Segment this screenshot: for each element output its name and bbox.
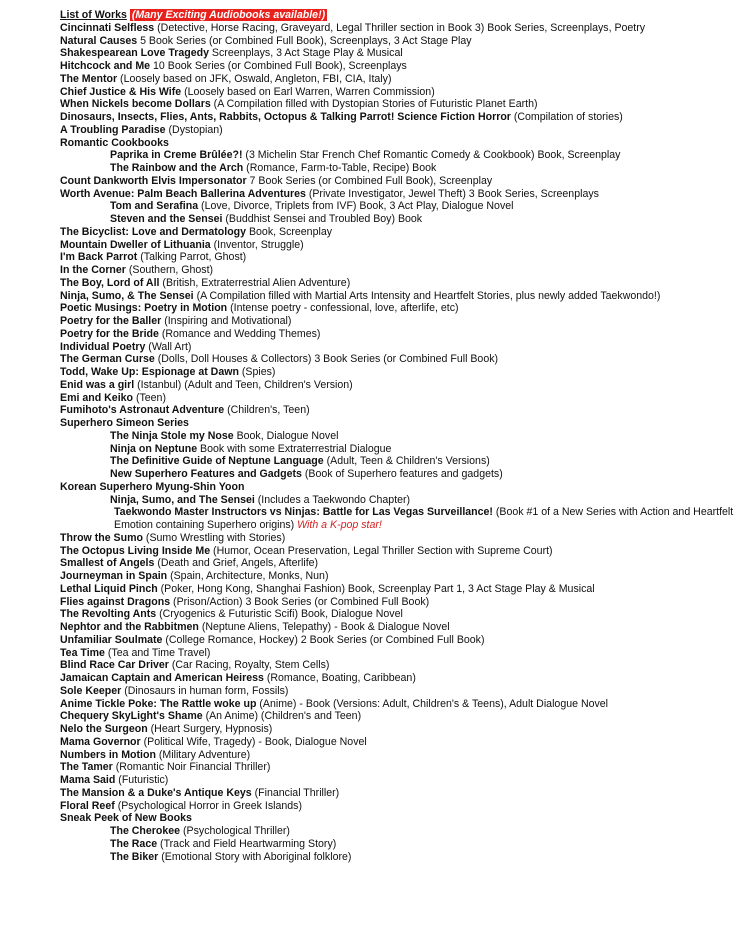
work-description: (Private Investigator, Jewel Theft) 3 Book Series, Screenplays bbox=[305, 187, 599, 200]
list-item bbox=[60, 672, 742, 685]
work-title: Throw the Sumo bbox=[60, 531, 143, 544]
work-title: The German Curse bbox=[60, 353, 155, 366]
work-description: (Istanbul) (Adult and Teen, Children's Version) bbox=[134, 378, 353, 391]
work-title: Mama Said bbox=[60, 774, 116, 786]
work-title: Todd, Wake Up: Espionage at Dawn bbox=[60, 366, 239, 378]
work-title: The Boy, Lord of All bbox=[60, 276, 160, 289]
work-description: (Sumo Wrestling with Stories) bbox=[142, 531, 286, 544]
work-title: Ninja, Sumo, and The Sensei bbox=[110, 493, 255, 506]
list-item bbox=[60, 825, 742, 838]
work-description: (Financial Thriller) bbox=[251, 786, 340, 799]
list-item bbox=[60, 328, 742, 341]
work-description: (British, Extraterrestrial Alien Adventure) bbox=[159, 276, 351, 289]
work-title: The Octopus Living Inside Me bbox=[60, 544, 211, 557]
list-item bbox=[60, 685, 742, 698]
work-description: (Romance and Wedding Themes) bbox=[158, 327, 321, 340]
work-description: (Political Wife, Tragedy) - Book, Dialogue Novel bbox=[140, 735, 367, 748]
work-description: (Emotional Story with Aboriginal folklore) bbox=[158, 850, 352, 863]
list-item bbox=[60, 723, 742, 736]
list-item bbox=[60, 315, 742, 328]
work-description: (Dystopian) bbox=[165, 123, 223, 136]
list-item bbox=[60, 647, 742, 660]
work-description: (Inventor, Struggle) bbox=[210, 238, 304, 251]
work-description: (Adult, Teen & Children's Versions) bbox=[323, 455, 490, 468]
work-title: The Mentor bbox=[60, 72, 118, 85]
work-description: (Book of Superhero features and gadgets) bbox=[301, 468, 503, 480]
work-description: (Book #1 of a New Series with Action and Heartfelt Emotion containing Superhero origins) bbox=[114, 506, 734, 531]
list-item bbox=[60, 404, 742, 417]
work-description: (Neptune Aliens, Telepathy) - Book & Dialogue Novel bbox=[198, 621, 450, 633]
work-title: Korean Superhero Myung-Shin Yoon bbox=[60, 480, 245, 493]
work-title: The Bicyclist: Love and Dermatology bbox=[60, 225, 247, 238]
work-title: Count Dankworth Elvis Impersonator bbox=[60, 174, 247, 187]
list-item bbox=[60, 213, 742, 226]
work-description: (Track and Field Heartwarming Story) bbox=[157, 837, 337, 850]
list-item bbox=[60, 226, 742, 239]
list-item bbox=[60, 200, 742, 213]
work-description: (Anime) - Book (Versions: Adult, Children's & Teens), Adult Dialogue Novel bbox=[256, 697, 609, 710]
list-item bbox=[60, 22, 742, 35]
list-item bbox=[60, 481, 742, 494]
list-item bbox=[60, 417, 742, 430]
list-item bbox=[60, 736, 742, 749]
work-title: The Tamer bbox=[60, 761, 113, 774]
work-title: Worth Avenue: Palm Beach Ballerina Adventures bbox=[60, 187, 306, 200]
work-title: The Definitive Guide of Neptune Language bbox=[110, 455, 324, 468]
work-title: Chief Justice & His Wife bbox=[60, 85, 182, 98]
list-item bbox=[60, 366, 742, 379]
list-item bbox=[60, 838, 742, 851]
work-description: (Love, Divorce, Triplets from IVF) Book, 3 Act Play, Dialogue Novel bbox=[198, 200, 514, 213]
work-title: When Nickels become Dollars bbox=[60, 98, 211, 111]
list-item bbox=[60, 557, 742, 570]
work-title: New Superhero Features and Gadgets bbox=[110, 468, 302, 480]
work-title: Romantic Cookbooks bbox=[60, 136, 169, 149]
list-item bbox=[60, 137, 742, 150]
work-title: Chequery SkyLight's Shame bbox=[60, 710, 203, 723]
list-item bbox=[60, 251, 742, 264]
work-description: (3 Michelin Star French Chef Romantic Comedy & Cookbook) Book, Screenplay bbox=[242, 149, 621, 162]
work-title: Journeyman in Spain bbox=[60, 570, 168, 582]
work-description: (Futuristic) bbox=[115, 774, 169, 786]
list-heading-title: List of Works bbox=[60, 9, 127, 21]
list-item bbox=[60, 86, 742, 99]
work-description: (Death and Grief, Angels, Afterlife) bbox=[154, 557, 319, 570]
work-description: (Compilation of stories) bbox=[510, 111, 623, 123]
list-item bbox=[60, 468, 742, 481]
work-description: Screenplays, 3 Act Stage Play & Musical bbox=[208, 47, 403, 60]
work-title: Sole Keeper bbox=[60, 684, 122, 697]
list-item bbox=[60, 73, 742, 86]
work-description: (Tea and Time Travel) bbox=[104, 646, 211, 659]
list-item bbox=[60, 812, 742, 825]
list-item bbox=[60, 290, 742, 303]
work-title: The Race bbox=[110, 837, 158, 850]
work-description: (Includes a Taekwondo Chapter) bbox=[254, 493, 411, 506]
list-item bbox=[60, 761, 742, 774]
work-title: Anime Tickle Poke: The Rattle woke up bbox=[60, 697, 257, 710]
list-item bbox=[60, 264, 742, 277]
list-item bbox=[60, 545, 742, 558]
work-title: Poetry for the Bride bbox=[60, 327, 159, 340]
work-description: (Spain, Architecture, Monks, Nun) bbox=[167, 570, 329, 582]
work-title: Lethal Liquid Pinch bbox=[60, 582, 158, 595]
work-description: (Cryogenics & Futuristic Scifi) Book, Dialogue Novel bbox=[156, 608, 403, 621]
work-description: (Dolls, Doll Houses & Collectors) 3 Book Series (or Combined Full Book) bbox=[154, 353, 499, 366]
work-title: Shakespearean Love Tragedy bbox=[60, 47, 209, 60]
work-description: (A Compilation filled with Dystopian Stories of Futuristic Planet Earth) bbox=[210, 98, 538, 111]
work-description: (Intense poetry - confessional, love, afterlife, etc) bbox=[227, 302, 459, 315]
list-item bbox=[60, 353, 742, 366]
list-item bbox=[60, 659, 742, 672]
work-title: The Rainbow and the Arch bbox=[110, 162, 244, 174]
work-description: (Inspiring and Motivational) bbox=[161, 315, 292, 327]
work-description: (Car Racing, Royalty, Stem Cells) bbox=[168, 659, 330, 672]
work-title: Enid was a girl bbox=[60, 378, 135, 391]
work-title: Sneak Peek of New Books bbox=[60, 812, 192, 825]
work-description: (Dinosaurs in human form, Fossils) bbox=[121, 684, 289, 697]
work-description: (Southern, Ghost) bbox=[125, 264, 214, 276]
work-title: A Troubling Paradise bbox=[60, 123, 166, 136]
work-title: Jamaican Captain and American Heiress bbox=[60, 672, 264, 684]
work-description: 10 Book Series (or Combined Full Book), Screenplays bbox=[150, 60, 407, 72]
work-description: (Loosely based on JFK, Oswald, Angleton, FBI, CIA, Italy) bbox=[117, 72, 392, 85]
work-title: Nelo the Surgeon bbox=[60, 723, 148, 735]
work-description: (Children's, Teen) bbox=[224, 404, 310, 417]
list-item bbox=[60, 277, 742, 290]
work-description: (Prison/Action) 3 Book Series (or Combined Full Book) bbox=[170, 595, 430, 608]
work-description: (Psychological Thriller) bbox=[180, 825, 290, 837]
list-item bbox=[60, 749, 742, 762]
work-title: Poetry for the Baller bbox=[60, 315, 162, 327]
work-description: (Heart Surgery, Hypnosis) bbox=[147, 723, 273, 735]
work-title: The Biker bbox=[110, 850, 159, 863]
work-description: 5 Book Series (or Combined Full Book), Screenplays, 3 Act Stage Play bbox=[137, 34, 472, 47]
work-title: In the Corner bbox=[60, 264, 126, 276]
work-title: The Ninja Stole my Nose bbox=[110, 429, 234, 442]
work-title: Individual Poetry bbox=[60, 340, 146, 353]
list-item bbox=[60, 239, 742, 252]
audiobooks-badge: (Many Exciting Audiobooks available!) bbox=[131, 9, 326, 21]
list-item bbox=[60, 149, 742, 162]
work-description: (A Compilation filled with Martial Arts Intensity and Heartfelt Stories, plus newly added Taekwondo!) bbox=[193, 289, 661, 302]
work-description: Book, Screenplay bbox=[246, 225, 333, 238]
work-description: (Romance, Farm-to-Table, Recipe) Book bbox=[243, 162, 437, 174]
work-title: Nephtor and the Rabbitmen bbox=[60, 621, 199, 633]
work-description: (Spies) bbox=[238, 366, 276, 378]
works-entries bbox=[60, 22, 742, 864]
work-title: Taekwondo Master Instructors vs Ninjas: Battle for Las Vegas Surveillance! bbox=[114, 506, 493, 519]
list-item bbox=[60, 175, 742, 188]
work-title: The Mansion & a Duke's Antique Keys bbox=[60, 786, 252, 799]
work-title: Numbers in Motion bbox=[60, 748, 156, 761]
work-title: Hitchcock and Me bbox=[60, 60, 151, 72]
work-title: Tom and Serafina bbox=[110, 200, 199, 213]
list-item bbox=[60, 379, 742, 392]
list-heading bbox=[60, 9, 742, 22]
work-title: Mountain Dweller of Lithuania bbox=[60, 238, 211, 251]
work-title: Natural Causes bbox=[60, 34, 138, 47]
work-description: (Talking Parrot, Ghost) bbox=[137, 251, 247, 264]
work-description: Book with some Extraterrestrial Dialogue bbox=[197, 442, 392, 455]
work-description: Book, Dialogue Novel bbox=[233, 429, 339, 442]
work-description: (Psychological Horror in Greek Islands) bbox=[114, 799, 302, 812]
work-title: Smallest of Angels bbox=[60, 557, 155, 570]
list-item bbox=[60, 787, 742, 800]
work-description: (Buddhist Sensei and Troubled Boy) Book bbox=[222, 213, 423, 225]
list-item bbox=[60, 621, 742, 634]
work-description: 7 Book Series (or Combined Full Book), Screenplay bbox=[246, 174, 493, 187]
work-title: Tea Time bbox=[60, 646, 105, 659]
work-description: (Romantic Noir Financial Thriller) bbox=[112, 761, 271, 774]
work-title: Ninja on Neptune bbox=[110, 442, 198, 455]
work-title: Flies against Dragons bbox=[60, 595, 171, 608]
work-title: Unfamiliar Soulmate bbox=[60, 633, 163, 646]
list-item bbox=[60, 710, 742, 723]
work-title: The Cherokee bbox=[110, 825, 181, 837]
list-item bbox=[60, 851, 742, 864]
work-description: (Romance, Boating, Caribbean) bbox=[263, 672, 416, 684]
work-title: Ninja, Sumo, & The Sensei bbox=[60, 289, 194, 302]
list-item bbox=[60, 506, 742, 532]
list-item bbox=[60, 698, 742, 711]
list-item bbox=[60, 188, 742, 201]
work-title: Paprika in Creme Brûlée?! bbox=[110, 149, 243, 162]
list-item bbox=[60, 430, 742, 443]
work-description: (Teen) bbox=[133, 391, 166, 404]
list-item bbox=[60, 124, 742, 137]
list-item bbox=[60, 596, 742, 609]
list-item bbox=[60, 162, 742, 175]
work-title: Floral Reef bbox=[60, 799, 115, 812]
list-item bbox=[60, 35, 742, 48]
work-description: (Loosely based on Earl Warren, Warren Commission) bbox=[181, 85, 435, 98]
work-description: (Detective, Horse Racing, Graveyard, Legal Thriller section in Book 3) Book Series, Screenplays, Poetry bbox=[154, 21, 646, 34]
work-title: Emi and Keiko bbox=[60, 391, 133, 404]
work-title: I'm Back Parrot bbox=[60, 251, 138, 264]
work-description: (Poker, Hong Kong, Shanghai Fashion) Book, Screenplay Part 1, 3 Act Stage Play & Musical bbox=[157, 582, 595, 595]
work-description: (An Anime) (Children's and Teen) bbox=[202, 710, 362, 723]
list-item bbox=[60, 494, 742, 507]
list-item bbox=[60, 608, 742, 621]
list-item bbox=[60, 60, 742, 73]
work-description: (College Romance, Hockey) 2 Book Series (or Combined Full Book) bbox=[162, 633, 485, 646]
work-title: Superhero Simeon Series bbox=[60, 417, 189, 429]
work-title: Steven and the Sensei bbox=[110, 213, 223, 225]
work-description: (Military Adventure) bbox=[155, 748, 251, 761]
work-description: (Humor, Ocean Preservation, Legal Thriller Section with Supreme Court) bbox=[210, 544, 553, 557]
list-item bbox=[60, 455, 742, 468]
work-title: Dinosaurs, Insects, Flies, Ants, Rabbits, Octopus & Talking Parrot! Science Fiction Horror bbox=[60, 111, 511, 123]
list-item bbox=[60, 570, 742, 583]
work-title: Blind Race Car Driver bbox=[60, 659, 169, 672]
list-item bbox=[60, 111, 742, 124]
works-list bbox=[60, 9, 742, 863]
list-item bbox=[60, 302, 742, 315]
list-item bbox=[60, 392, 742, 405]
list-item bbox=[60, 47, 742, 60]
work-title: Mama Governor bbox=[60, 735, 141, 748]
list-item bbox=[60, 583, 742, 596]
work-title: The Revolting Ants bbox=[60, 608, 157, 621]
list-item bbox=[60, 443, 742, 456]
list-item bbox=[60, 800, 742, 813]
list-item bbox=[60, 634, 742, 647]
work-title: Fumihoto's Astronaut Adventure bbox=[60, 404, 225, 417]
list-item bbox=[60, 774, 742, 787]
work-note: With a K-pop star! bbox=[294, 519, 382, 531]
work-description: (Wall Art) bbox=[145, 340, 192, 353]
list-item bbox=[60, 532, 742, 545]
work-title: Poetic Musings: Poetry in Motion bbox=[60, 302, 228, 315]
list-item bbox=[60, 98, 742, 111]
work-title: Cincinnati Selfless bbox=[60, 21, 155, 34]
list-item bbox=[60, 341, 742, 354]
